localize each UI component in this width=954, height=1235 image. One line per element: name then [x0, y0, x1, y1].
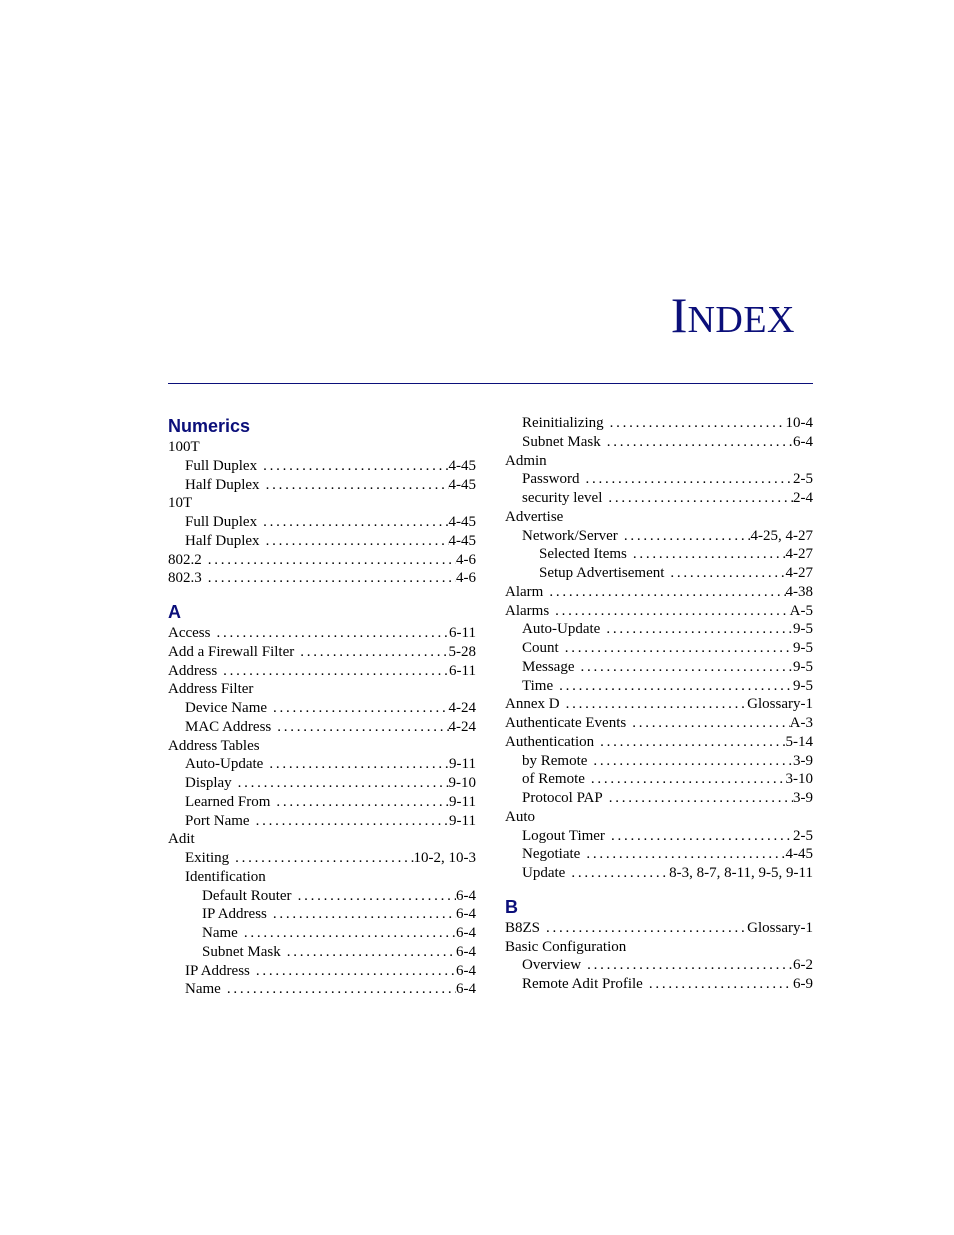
index-entry	[505, 789, 813, 808]
index-entry	[168, 624, 476, 643]
index-term: Authentication	[505, 733, 595, 750]
dot-leader	[267, 699, 448, 718]
page-reference: 9-11	[449, 756, 476, 773]
index-entry	[505, 489, 813, 508]
index-entry	[505, 827, 813, 846]
index-entry	[168, 905, 476, 924]
dot-leader	[267, 905, 456, 924]
index-entry	[168, 849, 476, 868]
index-term: Identification	[185, 868, 266, 885]
section-heading: B	[505, 896, 518, 917]
index-term: Half Duplex	[185, 476, 260, 493]
page-reference: 6-2	[793, 957, 813, 974]
dot-leader	[270, 793, 449, 812]
index-term: Count	[522, 640, 559, 656]
dot-leader	[543, 583, 785, 602]
dot-leader	[559, 639, 793, 658]
page-reference: 8-3, 8-7, 8-11, 9-5, 9-11	[669, 865, 813, 881]
page-reference: 4-6	[456, 551, 476, 568]
page-reference: 4-24	[448, 700, 476, 716]
index-term: Message	[522, 658, 575, 675]
index-term: Name	[185, 981, 221, 998]
dot-leader	[627, 545, 786, 564]
index-term: Display	[185, 775, 232, 791]
section-heading: Numerics	[168, 416, 251, 436]
index-term: Auto	[505, 808, 535, 825]
page-reference: 9-5	[793, 640, 813, 656]
dot-leader	[202, 569, 456, 588]
index-entry	[168, 868, 476, 887]
dot-leader	[605, 827, 793, 846]
page-reference: 9-11	[449, 812, 476, 829]
dot-leader	[232, 774, 449, 793]
dot-leader	[580, 470, 793, 489]
page-reference: 10-2, 10-3	[413, 850, 476, 866]
index-term: Address Tables	[168, 737, 260, 754]
index-term: Negotiate	[522, 846, 581, 863]
index-term: Adit	[168, 831, 195, 848]
index-term: 100T	[168, 439, 200, 455]
index-entry	[505, 620, 813, 639]
index-entry	[168, 699, 476, 718]
dot-leader	[618, 527, 751, 546]
index-entry	[168, 551, 476, 570]
page-reference: 6-9	[793, 976, 813, 992]
dot-leader	[217, 662, 449, 681]
page-reference: 6-4	[793, 433, 813, 450]
page-reference: 4-25, 4-27	[750, 527, 813, 544]
index-entry	[505, 956, 813, 975]
index-entry	[505, 433, 813, 452]
page-reference: Glossary-1	[747, 696, 813, 713]
page-reference: 6-4	[456, 981, 476, 998]
index-term: Advertise	[505, 508, 564, 525]
page-reference: 4-6	[456, 570, 476, 587]
index-term: Annex D	[505, 696, 560, 713]
index-term: Setup Advertisement	[539, 565, 665, 581]
dot-leader	[294, 643, 448, 662]
index-entry	[505, 527, 813, 546]
page-reference: 5-14	[785, 733, 813, 750]
index-entry	[168, 943, 476, 962]
index-entry	[168, 737, 476, 756]
dot-leader	[594, 733, 785, 752]
index-entry	[505, 414, 813, 433]
index-entry	[505, 770, 813, 789]
index-term: Add a Firewall Filter	[168, 643, 295, 660]
index-entry	[168, 887, 476, 906]
dot-leader	[626, 714, 789, 733]
index-term: Authenticate Events	[505, 715, 627, 731]
page-reference: 3-9	[793, 790, 813, 806]
index-entry	[505, 470, 813, 489]
page-reference: 4-45	[448, 514, 476, 530]
page-reference: A-3	[789, 715, 813, 731]
index-entry	[168, 438, 476, 457]
index-entry	[168, 662, 476, 681]
page-reference: 4-45	[448, 457, 476, 474]
page-title	[670, 287, 795, 343]
index-term: Alarms	[505, 602, 550, 619]
index-term: Learned From	[185, 793, 271, 810]
index-entry	[505, 545, 813, 564]
index-entry	[168, 476, 476, 495]
index-entry	[168, 680, 476, 699]
page-reference: 6-4	[456, 962, 476, 979]
page-reference: 2-5	[793, 827, 813, 844]
index-entry	[505, 938, 813, 957]
dot-leader	[565, 864, 669, 883]
page-reference: 4-27	[785, 546, 813, 563]
index-term: Update	[522, 865, 566, 881]
index-term: Exiting	[185, 850, 230, 866]
page-reference: 6-4	[456, 943, 476, 960]
index-entry	[505, 508, 813, 527]
page-reference: 4-45	[448, 476, 476, 493]
index-entry	[168, 457, 476, 476]
dot-leader	[581, 956, 793, 975]
index-entry	[505, 677, 813, 696]
index-term: Subnet Mask	[202, 943, 281, 960]
index-entry	[168, 980, 476, 999]
page-reference: 2-4	[793, 490, 813, 506]
index-entry	[505, 864, 813, 883]
index-term: Port Name	[185, 812, 250, 829]
index-term: 802.3	[168, 570, 202, 587]
index-term: Full Duplex	[185, 457, 258, 474]
page-reference: 3-10	[785, 771, 813, 788]
dot-leader	[229, 849, 413, 868]
page-reference: 9-5	[793, 658, 813, 675]
page-reference: 3-9	[793, 752, 813, 769]
index-term: Device Name	[185, 700, 268, 716]
index-entry	[505, 808, 813, 827]
index-entry	[168, 569, 476, 588]
dot-leader	[238, 924, 456, 943]
title-rule	[168, 383, 813, 384]
index-entry	[168, 962, 476, 981]
page-reference: 4-45	[448, 532, 476, 549]
page-reference: 4-45	[785, 846, 813, 863]
index-entry	[505, 919, 813, 938]
index-term: Name	[202, 925, 238, 941]
page-reference: 10-4	[785, 415, 813, 431]
dot-leader	[202, 551, 456, 570]
dot-leader	[263, 755, 449, 774]
page-reference: 9-5	[793, 621, 813, 638]
dot-leader	[600, 620, 793, 639]
dot-leader	[585, 770, 786, 789]
index-entry	[168, 532, 476, 551]
index-term: of Remote	[522, 771, 585, 788]
index-term: Subnet Mask	[522, 433, 601, 450]
section-heading: A	[168, 602, 181, 622]
index-term: IP Address	[202, 906, 267, 923]
page-reference: 9-11	[449, 793, 476, 810]
page-reference: 4-24	[448, 718, 476, 735]
dot-leader	[540, 919, 747, 938]
dot-leader	[257, 457, 448, 476]
index-column-right	[505, 414, 813, 994]
dot-leader	[260, 476, 449, 495]
index-entry	[168, 793, 476, 812]
page-title-rest: NDEX	[687, 299, 795, 341]
page-title-initial: I	[670, 287, 688, 343]
index-entry	[505, 452, 813, 471]
index-term: Admin	[505, 452, 547, 469]
page-reference: 6-11	[449, 625, 476, 641]
index-term: Default Router	[202, 887, 292, 904]
index-term: B8ZS	[505, 919, 541, 936]
index-term: Logout Timer	[522, 827, 605, 844]
index-term: Password	[522, 471, 580, 488]
page-reference: 5-28	[448, 643, 476, 660]
index-entry	[168, 812, 476, 831]
index-term: MAC Address	[185, 718, 272, 735]
index-entry	[168, 494, 476, 513]
page-reference: 6-4	[456, 887, 476, 904]
dot-leader	[560, 695, 748, 714]
index-term: Auto-Update	[185, 756, 264, 773]
page-reference: 9-5	[793, 677, 813, 694]
index-term: Selected Items	[539, 546, 627, 563]
dot-leader	[281, 943, 456, 962]
index-entry	[505, 845, 813, 864]
index-term: 802.2	[168, 551, 202, 568]
index-entry	[505, 752, 813, 771]
index-term: 10T	[168, 495, 193, 512]
index-term: Network/Server	[522, 527, 618, 544]
index-term: IP Address	[185, 962, 250, 979]
page-reference: 4-27	[785, 565, 813, 581]
index-term: Auto-Update	[522, 621, 601, 638]
index-entry	[505, 658, 813, 677]
dot-leader	[602, 489, 793, 508]
index-term: by Remote	[522, 752, 588, 769]
index-entry	[505, 733, 813, 752]
index-entry	[505, 639, 813, 658]
index-entry	[168, 830, 476, 849]
index-column-left	[168, 414, 476, 999]
page-reference: 4-38	[785, 583, 813, 600]
index-term: Access	[168, 625, 211, 641]
dot-leader	[604, 414, 786, 433]
page-reference: 6-4	[456, 906, 476, 923]
dot-leader	[580, 845, 785, 864]
dot-leader	[664, 564, 785, 583]
dot-leader	[575, 658, 794, 677]
index-term: Reinitializing	[522, 415, 604, 431]
index-term: Address	[168, 662, 218, 679]
index-entry	[505, 714, 813, 733]
dot-leader	[587, 752, 793, 771]
index-term: Overview	[522, 957, 582, 974]
page-reference: Glossary-1	[747, 919, 813, 936]
index-term: Time	[522, 677, 554, 694]
index-term: Protocol PAP	[522, 790, 603, 806]
dot-leader	[250, 962, 456, 981]
index-entry	[168, 924, 476, 943]
index-entry	[505, 602, 813, 621]
index-entry	[168, 774, 476, 793]
dot-leader	[292, 887, 456, 906]
dot-leader	[250, 812, 449, 831]
index-term: Full Duplex	[185, 514, 258, 530]
dot-leader	[257, 513, 448, 532]
page-reference: 6-11	[449, 662, 476, 679]
index-term: Remote Adit Profile	[522, 976, 643, 992]
index-entry	[505, 975, 813, 994]
index-term: Alarm	[505, 583, 544, 600]
index-term: Address Filter	[168, 681, 254, 698]
dot-leader	[221, 980, 456, 999]
index-term: Basic Configuration	[505, 938, 627, 955]
index-entry	[168, 718, 476, 737]
dot-leader	[271, 718, 448, 737]
dot-leader	[601, 433, 793, 452]
index-term: Half Duplex	[185, 532, 260, 549]
index-term: security level	[522, 490, 603, 506]
index-entry	[505, 695, 813, 714]
dot-leader	[643, 975, 793, 994]
index-entry	[168, 643, 476, 662]
page-reference: 6-4	[456, 925, 476, 941]
index-entry	[168, 755, 476, 774]
dot-leader	[260, 532, 449, 551]
dot-leader	[549, 602, 790, 621]
index-entry	[505, 583, 813, 602]
dot-leader	[603, 789, 793, 808]
page-reference: 9-10	[448, 775, 476, 791]
index-entry	[505, 564, 813, 583]
page-reference: A-5	[789, 602, 813, 619]
index-entry	[168, 513, 476, 532]
page-reference: 2-5	[793, 471, 813, 488]
dot-leader	[210, 624, 449, 643]
dot-leader	[553, 677, 793, 696]
